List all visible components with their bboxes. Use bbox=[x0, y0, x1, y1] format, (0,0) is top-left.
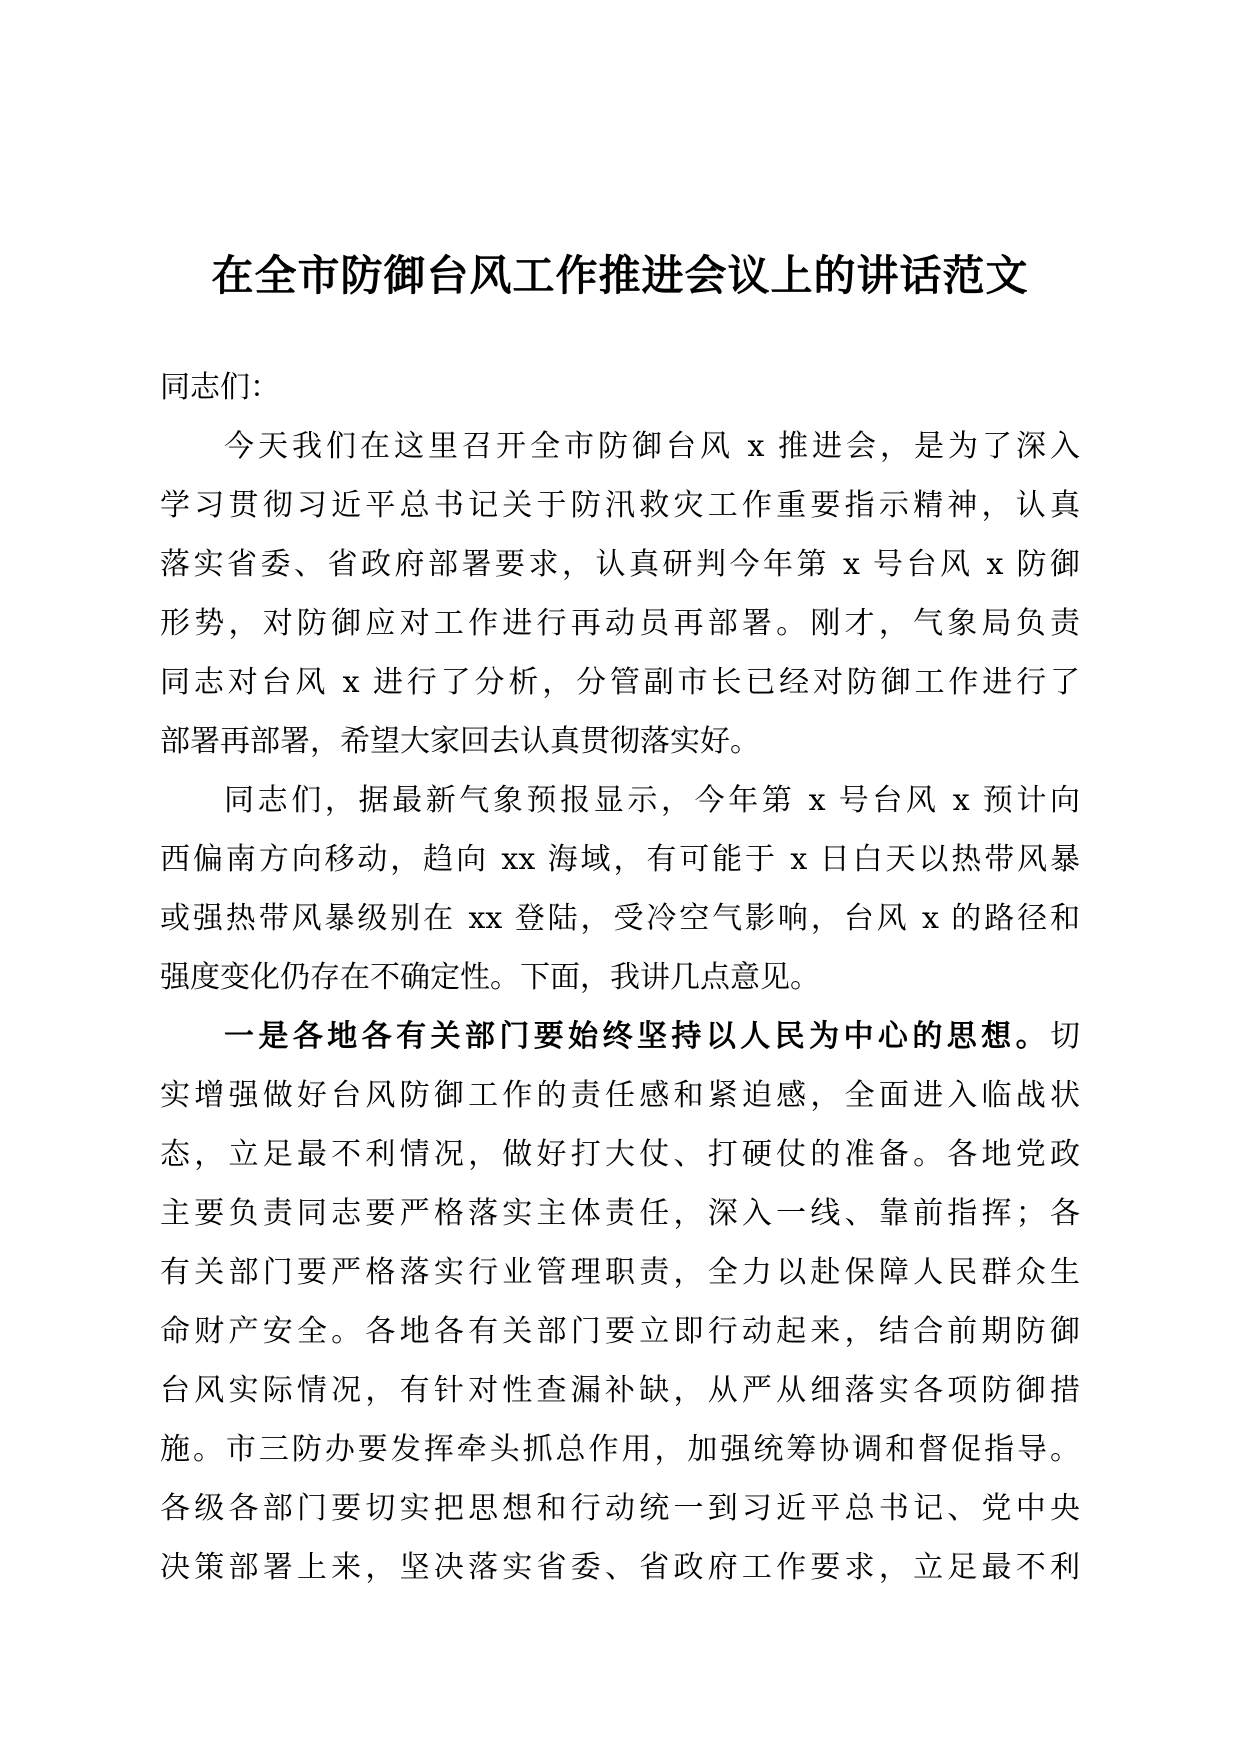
text-line: 学习贯彻习近平总书记关于防汛救灾工作重要指示精神，认真 bbox=[160, 488, 1080, 523]
text-line bbox=[160, 1007, 1080, 1066]
text-line: 落实省委、省政府部署要求，认真研判今年第 x 号台风 x 防御 bbox=[160, 547, 1080, 582]
text-line: 各级各部门要切实把思想和行动统一到习近平总书记、党中央 bbox=[160, 1491, 1080, 1526]
text-line: 主要负责同志要严格落实主体责任，深入一线、靠前指挥；各 bbox=[160, 1196, 1080, 1231]
text-line: 西偏南方向移动，趋向 xx 海域，有可能于 x 日白天以热带风暴 bbox=[160, 842, 1080, 877]
text-line: 或强热带风暴级别在 xx 登陆，受冷空气影响，台风 x 的路径和 bbox=[160, 901, 1080, 936]
point-one-heading: 一是各地各有关部门要始终坚持以人民为中心的思想。 bbox=[224, 1019, 1050, 1054]
document-title: 在全市防御台风工作推进会议上的讲话范文 bbox=[211, 251, 1029, 300]
paragraph-point-one bbox=[160, 1007, 1080, 1597]
document-body bbox=[160, 358, 1080, 1597]
text-line: 决策部署上来，坚决落实省委、省政府工作要求，立足最不利 bbox=[160, 1550, 1080, 1585]
point-one-first-line-rest: 切 bbox=[1050, 1019, 1080, 1054]
text-line: 部署再部署，希望大家回去认真贯彻落实好。 bbox=[160, 724, 760, 759]
text-line: 今天我们在这里召开全市防御台风 x 推进会，是为了深入 bbox=[224, 429, 1080, 464]
paragraph-forecast bbox=[160, 771, 1080, 1007]
text-line: 实增强做好台风防御工作的责任感和紧迫感，全面进入临战状 bbox=[160, 1078, 1080, 1113]
text-line: 台风实际情况，有针对性查漏补缺，从严从细落实各项防御措 bbox=[160, 1373, 1080, 1408]
text-line: 形势，对防御应对工作进行再动员再部署。刚才，气象局负责 bbox=[160, 606, 1080, 641]
text-line: 有关部门要严格落实行业管理职责，全力以赴保障人民群众生 bbox=[160, 1255, 1080, 1290]
text-line: 同志们，据最新气象预报显示，今年第 x 号台风 x 预计向 bbox=[224, 783, 1080, 818]
paragraph-opening bbox=[160, 417, 1080, 771]
text-line: 施。市三防办要发挥牵头抓总作用，加强统筹协调和督促指导。 bbox=[160, 1432, 1080, 1467]
text-line: 态，立足最不利情况，做好打大仗、打硬仗的准备。各地党政 bbox=[160, 1137, 1080, 1172]
text-line: 命财产安全。各地各有关部门要立即行动起来，结合前期防御 bbox=[160, 1314, 1080, 1349]
text-line: 强度变化仍存在不确定性。下面，我讲几点意见。 bbox=[160, 960, 820, 995]
text-line: 同志对台风 x 进行了分析，分管副市长已经对防御工作进行了 bbox=[160, 665, 1080, 700]
salutation: 同志们： bbox=[160, 370, 280, 405]
